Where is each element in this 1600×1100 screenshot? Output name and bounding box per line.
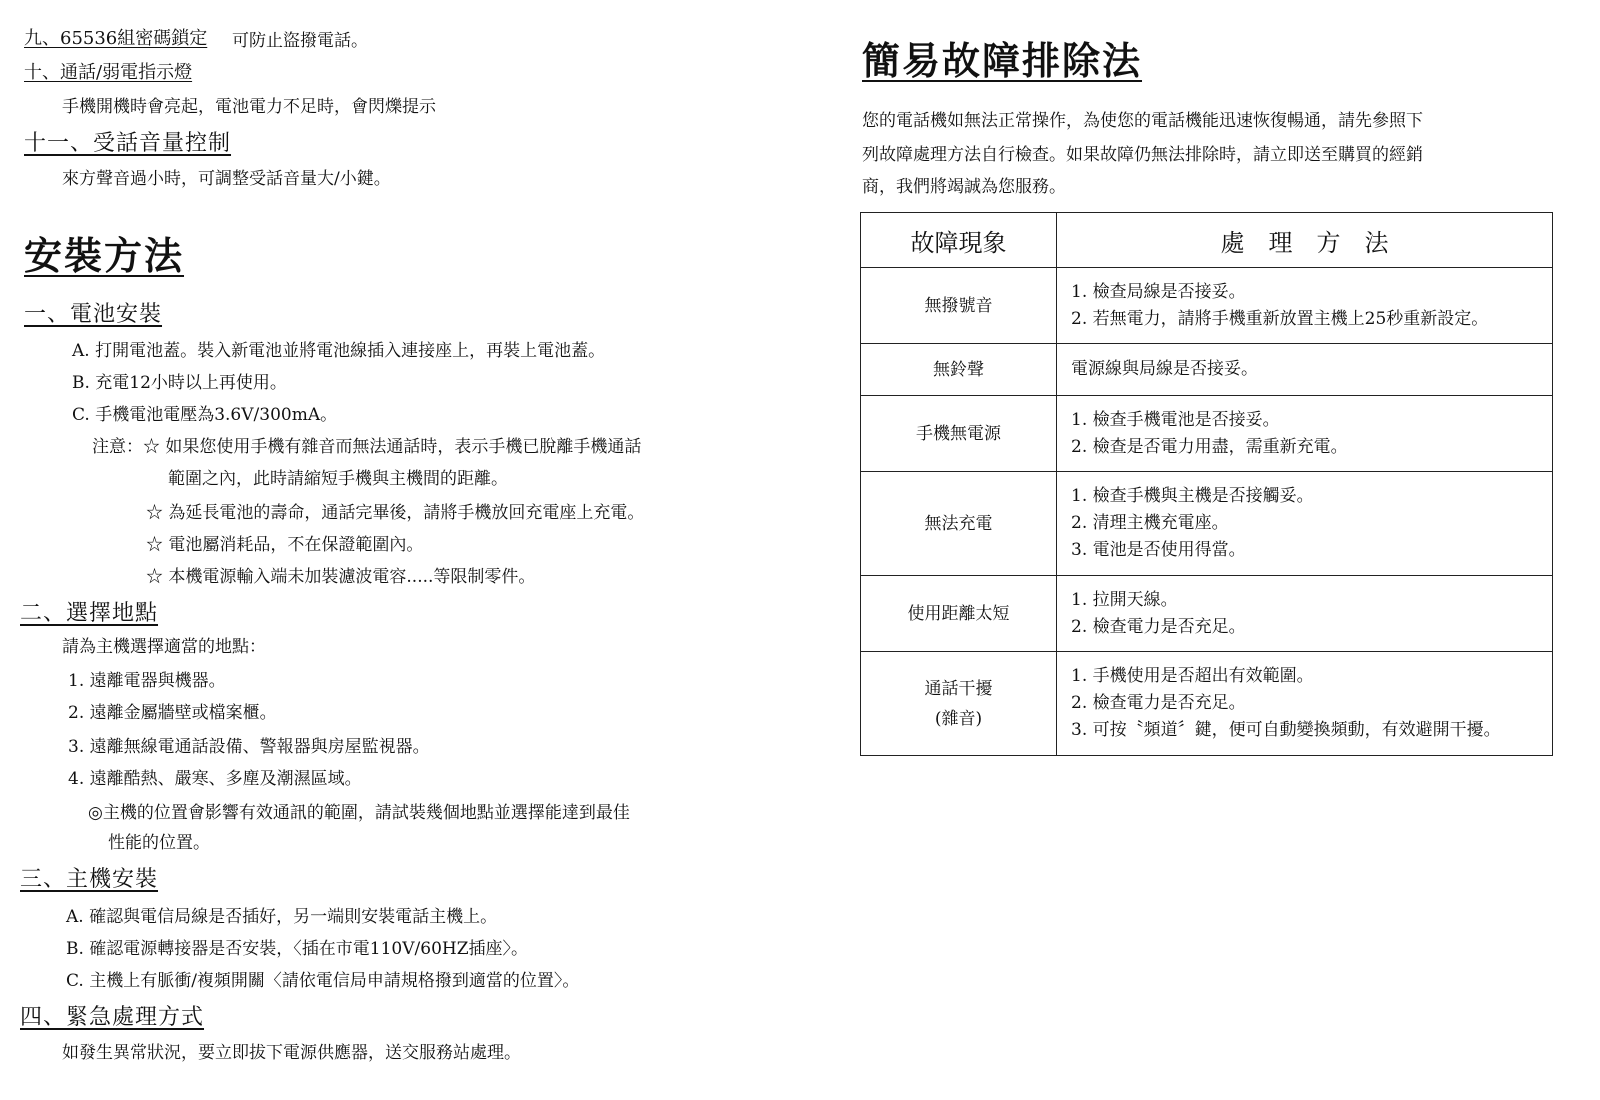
location-tip-2: 性能的位置。: [108, 833, 210, 853]
emergency-text: 如發生異常狀況，要立即拔下電源供應器，送交服務站處理。: [62, 1043, 521, 1063]
location-line-1: 1. 遠離電器與機器。: [68, 671, 226, 691]
item9-heading: 九、65536組密碼鎖定: [24, 28, 208, 49]
item11-text: 來方聲音過小時，可調整受話音量大/小鍵。: [62, 169, 391, 189]
symptom-text: (雜音): [934, 708, 983, 729]
col-symptom-header: 故障現象: [861, 213, 1057, 268]
solution-cell: [1057, 344, 1553, 396]
solution-line: 1. 檢查手機電池是否接妥。: [1071, 409, 1280, 430]
symptom-text: 使用距離太短: [907, 603, 1010, 624]
table-row: [861, 268, 1553, 344]
location-intro: 請為主機選擇適當的地點：: [62, 637, 266, 657]
location-tip-1: ◎主機的位置會影響有效通訊的範圍，請試裝幾個地點並選擇能達到最佳: [88, 803, 630, 823]
solution-line: 3. 電池是否使用得當。: [1071, 540, 1246, 560]
battery-line-b: B. 充電12小時以上再使用。: [72, 373, 287, 393]
solution-line: 2. 檢查是否電力用盡，需重新充電。: [1071, 436, 1348, 457]
troubleshoot-table: [860, 212, 1553, 756]
battery-note-2: ☆ 為延長電池的壽命，通話完畢後，請將手機放回充電座上充電。: [146, 503, 645, 523]
solution-cell: [1057, 576, 1553, 652]
right-column: [862, 0, 1590, 1100]
troubleshoot-intro-1: 您的電話機如無法正常操作，為使您的電話機能迅速恢復暢通，請先參照下: [862, 111, 1423, 131]
symptom-cell: [861, 344, 1057, 396]
solution-cell: [1057, 472, 1553, 576]
symptom-text: 無法充電: [924, 513, 993, 534]
base-line-c: C. 主機上有脈衝/複頻開關〈請依電信局申請規格撥到適當的位置〉。: [66, 971, 580, 991]
troubleshoot-intro-2: 列故障處理方法自行檢查。如果故障仍無法排除時，請立即送至購買的經銷: [862, 145, 1423, 165]
solution-line: 3. 可按〝頻道〞鍵，便可自動變換頻動，有效避開干擾。: [1071, 720, 1501, 740]
location-line-3: 3. 遠離無線電通話設備、警報器與房屋監視器。: [68, 737, 430, 757]
table-header-row: [861, 213, 1553, 268]
item10-heading: 十、通話/弱電指示燈: [24, 62, 193, 83]
solution-line: 電源線與局線是否接妥。: [1071, 359, 1258, 379]
table-row: [861, 396, 1553, 472]
symptom-text: 手機無電源: [916, 423, 1001, 444]
install-title: 安裝方法: [24, 233, 185, 278]
symptom-cell: [861, 576, 1057, 652]
solution-line: 1. 檢查局線是否接妥。: [1071, 281, 1246, 302]
solution-line: 2. 清理主機充電座。: [1071, 513, 1229, 533]
solution-line: 1. 拉開天線。: [1071, 589, 1178, 610]
solution-line: 2. 檢查電力是否充足。: [1071, 693, 1246, 713]
solution-cell: [1057, 396, 1553, 472]
battery-line-c: C. 手機電池電壓為3.6V/300mA。: [72, 405, 338, 425]
solution-cell: [1057, 652, 1553, 756]
table-row: [861, 472, 1553, 576]
battery-note-1b: 範圍之內，此時請縮短手機與主機間的距離。: [168, 469, 508, 489]
solution-line: 1. 手機使用是否超出有效範圍。: [1071, 666, 1314, 686]
solution-cell: [1057, 268, 1553, 344]
symptom-cell: [861, 396, 1057, 472]
item10-text: 手機開機時會亮起，電池電力不足時，會閃爍提示: [62, 97, 436, 117]
symptom-text: 無鈴聲: [933, 359, 984, 380]
item9-text: 可防止盜撥電話。: [232, 31, 368, 51]
base-line-a: A. 確認與電信局線是否插好，另一端則安裝電話主機上。: [66, 907, 498, 927]
solution-line: 1. 檢查手機與主機是否接觸妥。: [1071, 486, 1314, 506]
location-line-4: 4. 遠離酷熱、嚴寒、多塵及潮濕區域。: [68, 769, 362, 789]
troubleshoot-intro-3: 商，我們將竭誠為您服務。: [862, 177, 1066, 197]
emergency-heading: 四、緊急處理方式: [20, 1005, 205, 1030]
battery-heading: 一、電池安裝: [24, 302, 163, 327]
battery-note-1: 注意：☆ 如果您使用手機有雜音而無法通話時，表示手機已脫離手機通話: [92, 437, 642, 457]
table-row: [861, 652, 1553, 756]
symptom-cell: [861, 472, 1057, 576]
col-solution-header: 處理方法: [1057, 213, 1553, 268]
solution-line: 2. 若無電力，請將手機重新放置主機上25秒重新設定。: [1071, 308, 1489, 329]
symptom-cell: [861, 268, 1057, 344]
symptom-text: 通話干擾: [924, 678, 993, 699]
base-line-b: B. 確認電源轉接器是否安裝，〈插在市電110V/60HZ插座〉。: [66, 939, 529, 959]
symptom-text: 無撥號音: [924, 295, 993, 316]
location-heading: 二、選擇地點: [20, 601, 159, 626]
item11-heading: 十一、受話音量控制: [24, 131, 232, 156]
battery-line-a: A. 打開電池蓋。裝入新電池並將電池線插入連接座上，再裝上電池蓋。: [72, 341, 606, 361]
battery-note-3: ☆ 電池屬消耗品，不在保證範圍內。: [146, 535, 424, 555]
battery-note-4: ☆ 本機電源輸入端未加裝濾波電容.....等限制零件。: [146, 567, 536, 587]
location-line-2: 2. 遠離金屬牆壁或檔案櫃。: [68, 703, 277, 723]
troubleshoot-title: 簡易故障排除法: [862, 38, 1143, 83]
table-row: [861, 576, 1553, 652]
symptom-cell: [861, 652, 1057, 756]
solution-line: 2. 檢查電力是否充足。: [1071, 616, 1246, 637]
table-row: [861, 344, 1553, 396]
base-heading: 三、主機安裝: [20, 867, 159, 892]
